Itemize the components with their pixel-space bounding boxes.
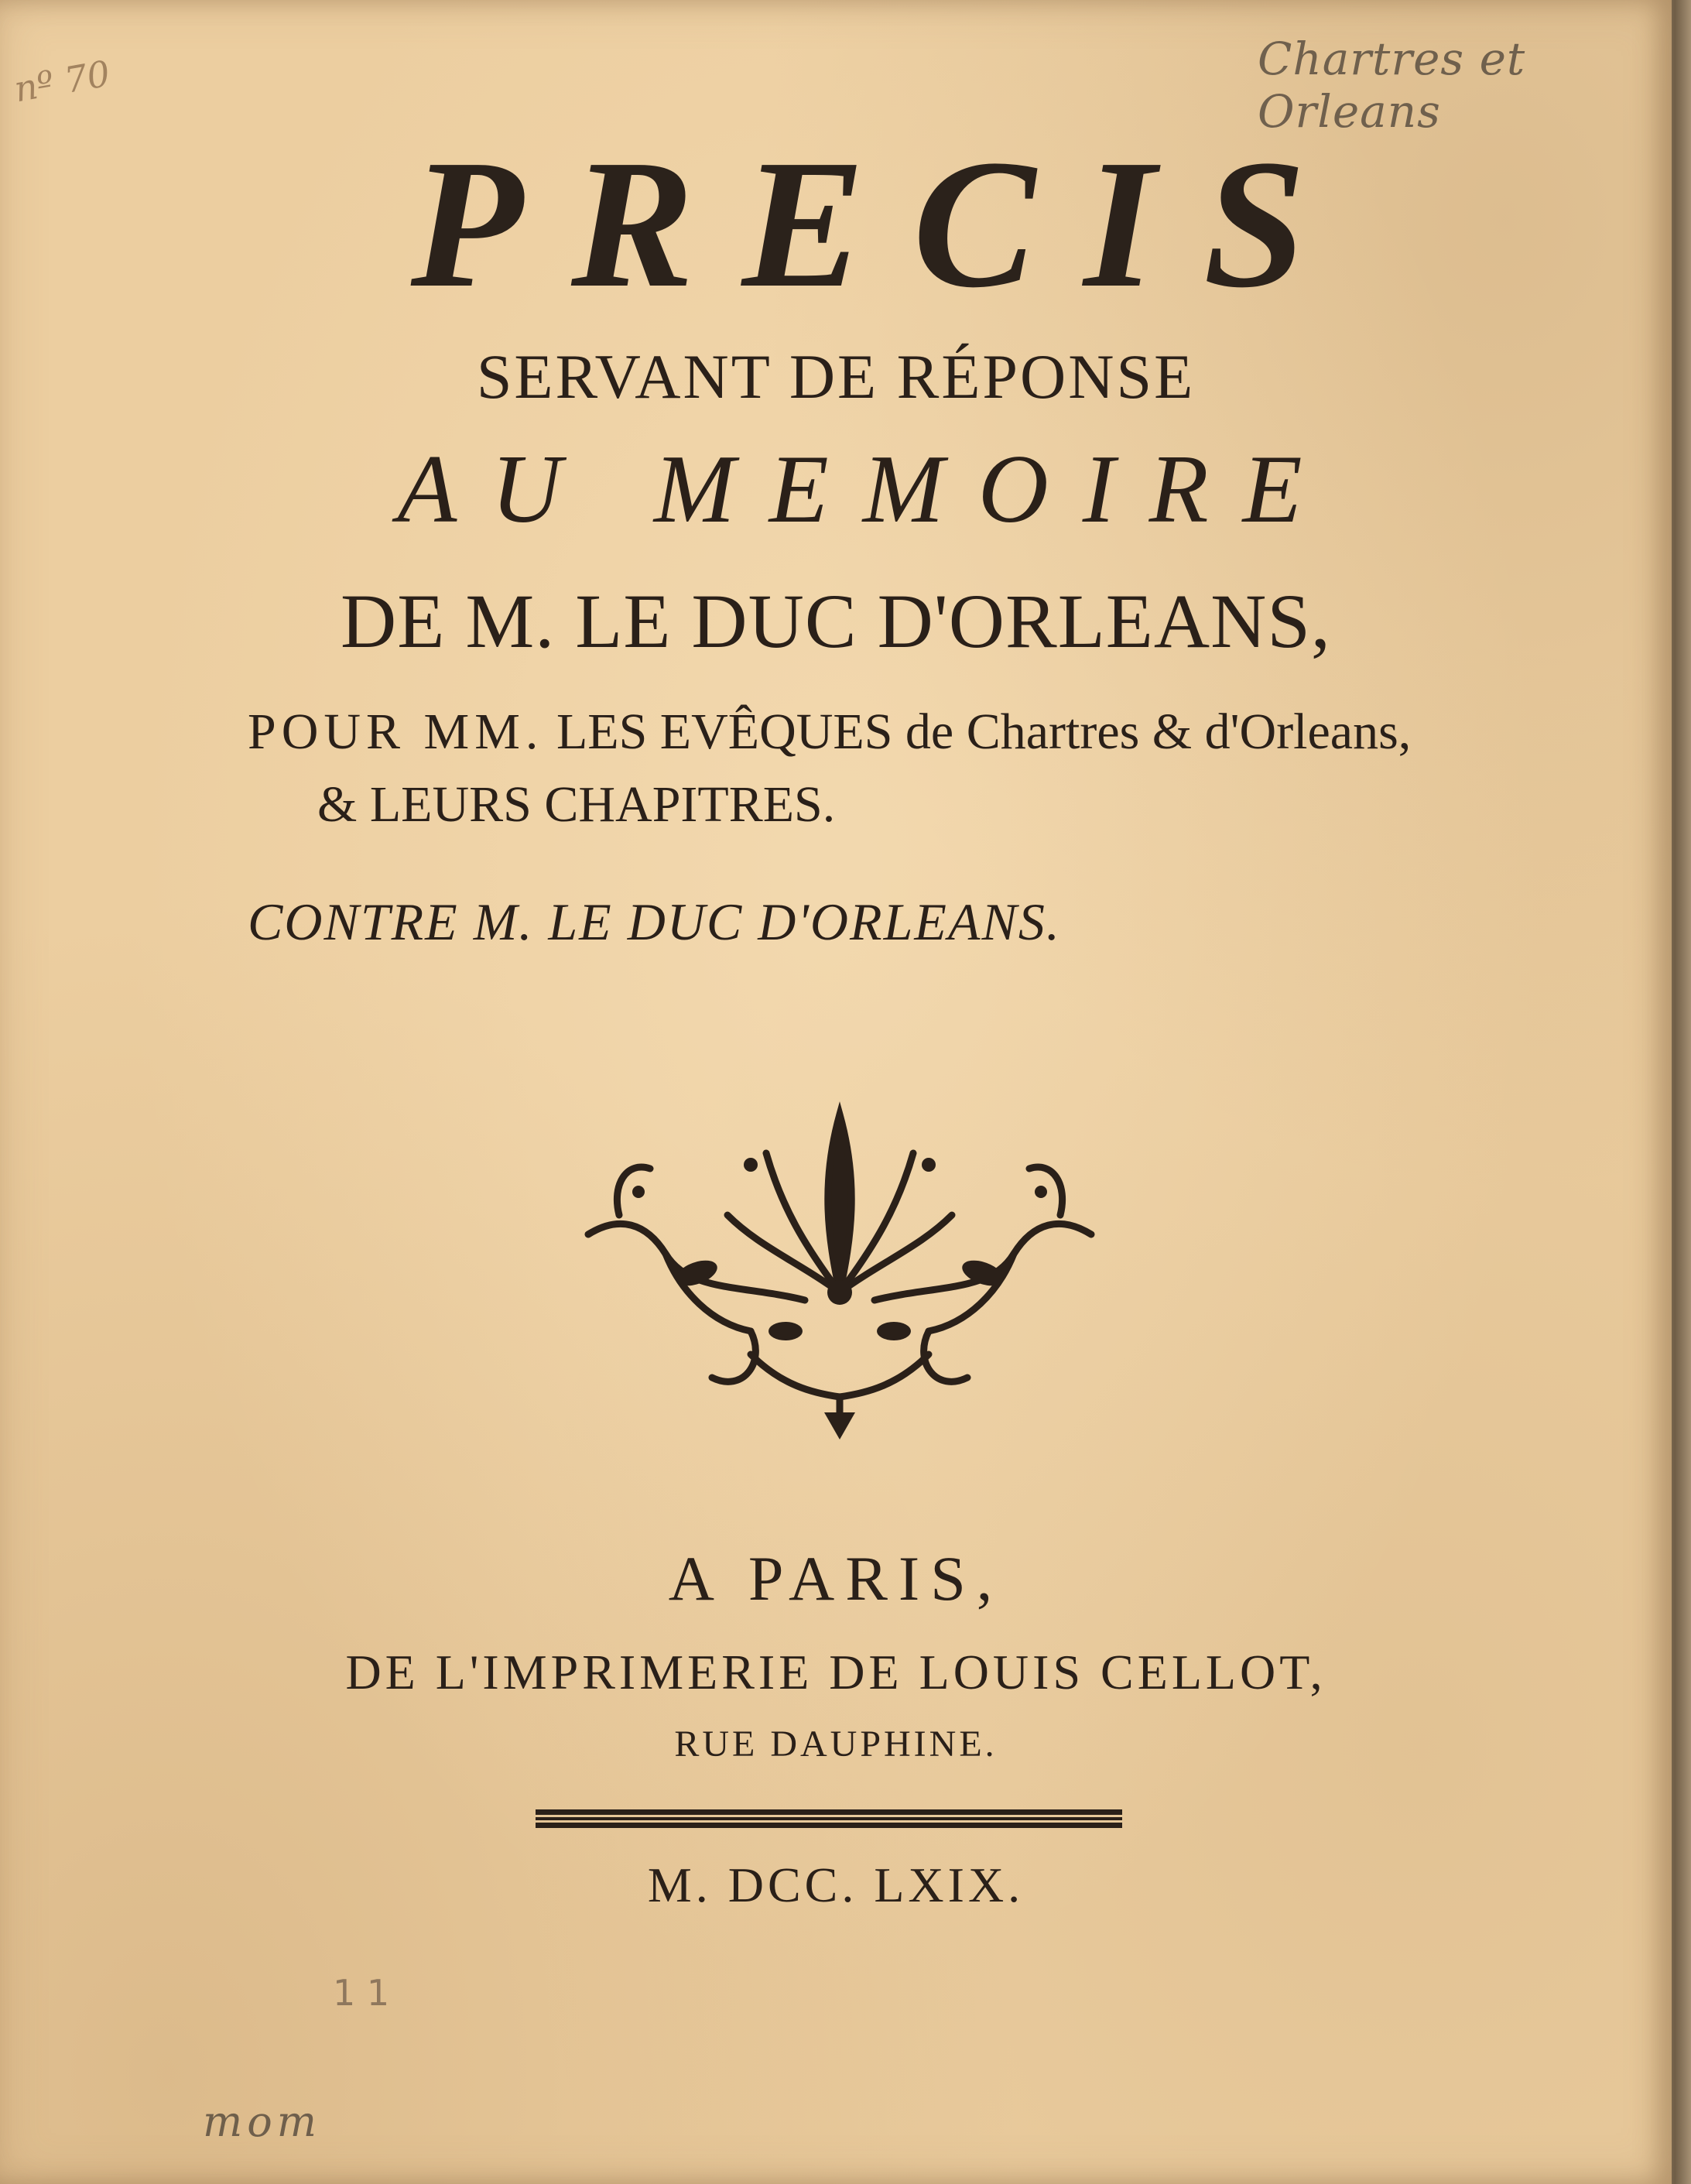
contre-line bbox=[248, 892, 1061, 952]
pour-line-2: & LEURS CHAPITRES. bbox=[317, 776, 836, 833]
double-rule-divider bbox=[536, 1809, 1122, 1828]
subtitle-servant: SERVANT DE RÉPONSE bbox=[476, 341, 1196, 412]
imprint-printer: DE L'IMPRIMERIE DE LOUIS CELLOT, bbox=[345, 1645, 1326, 1700]
subtitle-duc: DE M. LE DUC D'ORLEANS, bbox=[341, 578, 1331, 664]
imprint-street: RUE DAUPHINE. bbox=[674, 1724, 998, 1765]
fleuron-ornament-icon bbox=[573, 1099, 1107, 1439]
pour-line bbox=[248, 703, 1411, 762]
pour-label: POUR MM. bbox=[248, 703, 544, 760]
imprint-year: M. DCC. LXIX. bbox=[647, 1857, 1025, 1912]
contre-text: LE DUC D'ORLEANS. bbox=[548, 892, 1061, 951]
pour-text: LES EVÊQUES de Chartres & d'Orleans, bbox=[556, 703, 1412, 760]
pencil-mark: 1 1 bbox=[333, 1972, 390, 2014]
subtitle-memoire: AU MEMOIRE bbox=[397, 436, 1337, 543]
handwritten-note-left: nº 70 bbox=[11, 52, 114, 111]
handwritten-note-top: Chartres et Orleans bbox=[1258, 33, 1526, 138]
contre-label: CONTRE M. bbox=[248, 892, 534, 951]
handwritten-note-bottom: mom bbox=[203, 2097, 321, 2146]
imprint-city: A PARIS, bbox=[668, 1543, 1004, 1614]
page-title: PRECIS bbox=[410, 122, 1354, 326]
